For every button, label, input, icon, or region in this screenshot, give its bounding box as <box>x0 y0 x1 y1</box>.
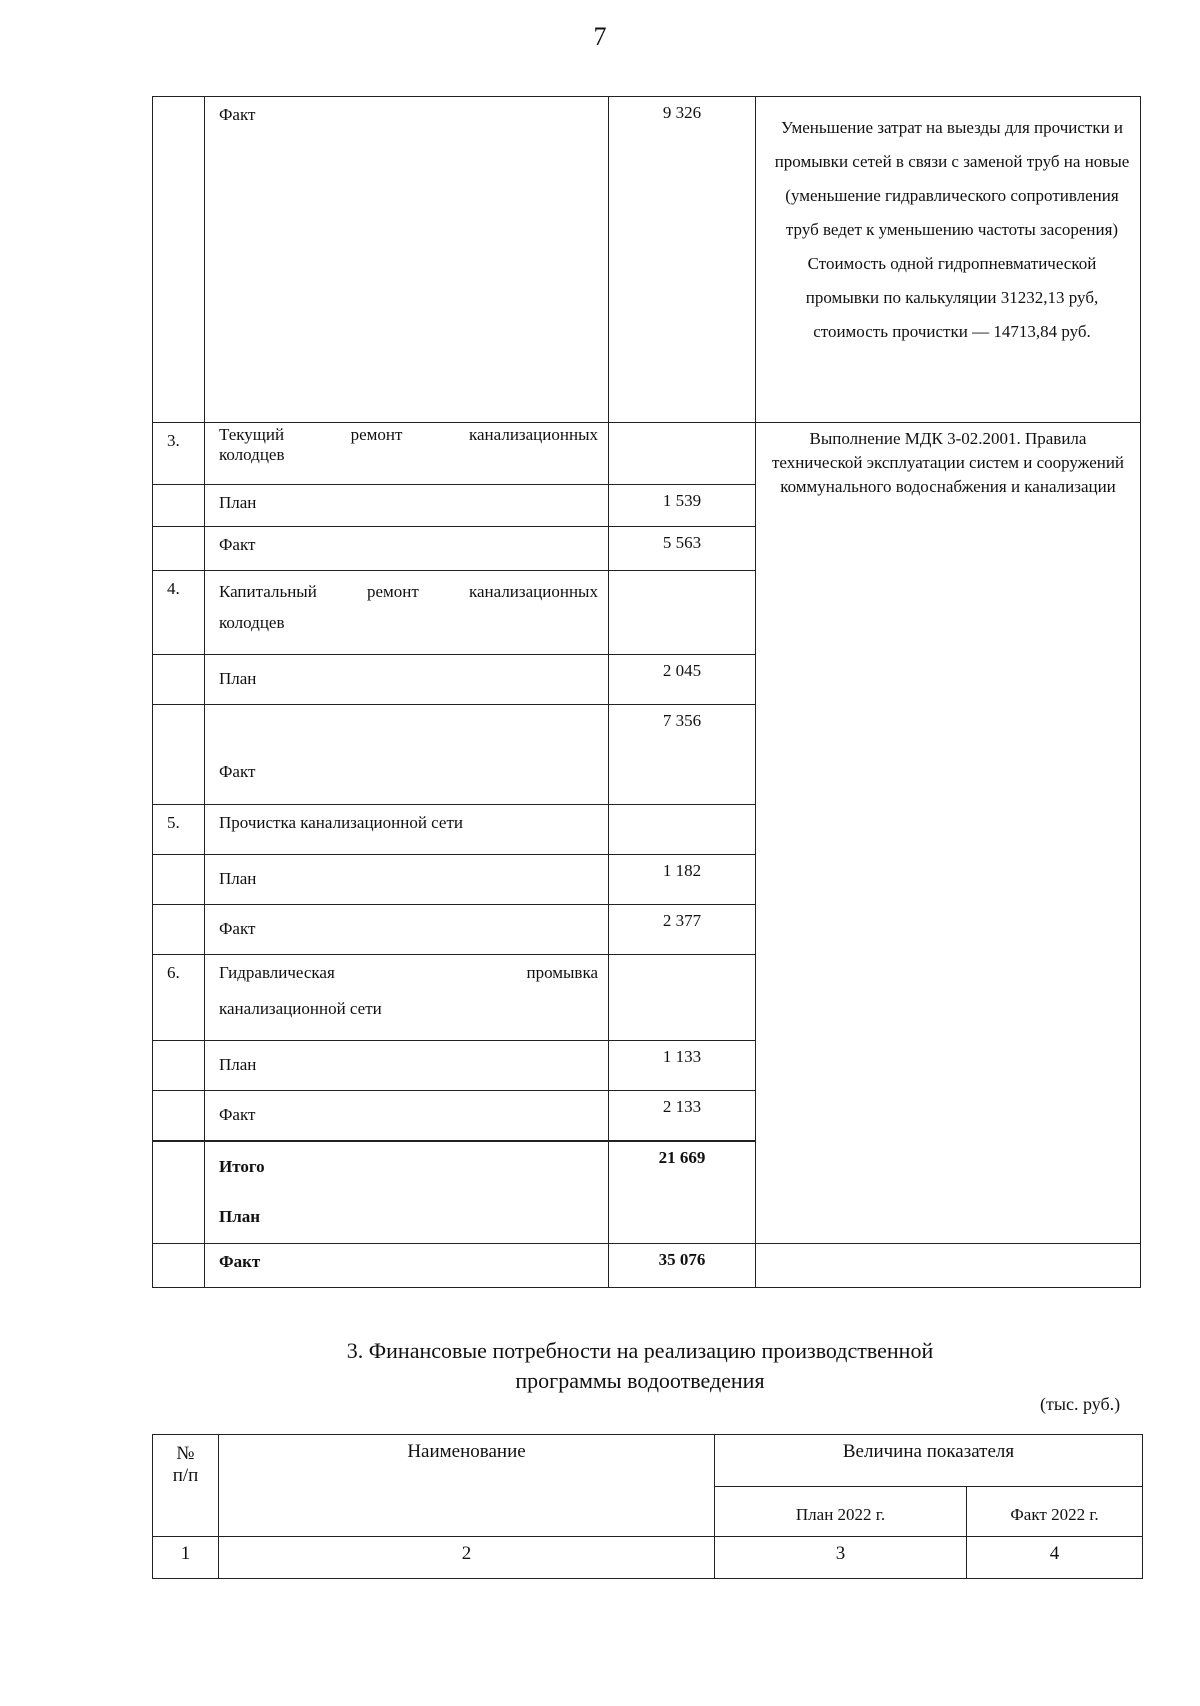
word: канализационных <box>469 425 598 444</box>
plan-value: 2 045 <box>609 655 756 705</box>
word: ремонт <box>366 582 419 601</box>
fact-value: 5 563 <box>609 527 756 571</box>
header-num: № п/п <box>153 1435 219 1537</box>
page-number: 7 <box>593 22 607 51</box>
table-row <box>153 1537 1143 1579</box>
unit-label: (тыс. руб.) <box>1040 1394 1121 1414</box>
name-line2: колодцев <box>219 613 285 632</box>
num-cell <box>153 97 205 423</box>
value-cell <box>609 423 756 485</box>
fact-value: 9 326 <box>609 97 756 423</box>
note-cell: Уменьшение затрат на выезды для прочистки и промывки сетей в связи с заменой труб на новые (уменьшение гидравлического сопротивления труб ведет к уменьшению частоты засорения) Стоимость одной гидропневматической промывки по калькуляции 31232,13 руб, стоимость прочистки — 14713,84 руб. <box>756 97 1141 423</box>
row-number: 4. <box>153 571 205 655</box>
table-row <box>153 423 1141 485</box>
row-number: 5. <box>153 805 205 855</box>
works-table <box>152 96 1141 1288</box>
word: Гидравлическая <box>219 963 335 982</box>
section-note: Выполнение МДК 3-02.2001. Правила технической эксплуатации систем и сооружений коммунального водоснабжения и канализации <box>756 423 1141 1244</box>
word: ремонт <box>350 425 403 444</box>
word: канализационных <box>468 582 598 601</box>
empty-cell <box>756 1244 1141 1288</box>
fact-label: Факт <box>205 705 609 805</box>
total-plan-value: 21 669 <box>609 1142 756 1244</box>
name-line2: колодцев <box>219 445 285 464</box>
plan-label: План <box>205 855 609 905</box>
word: Текущий <box>219 425 285 444</box>
index-cell: 4 <box>967 1537 1143 1579</box>
fact-value: 7 356 <box>609 705 756 805</box>
section-name: Прочистка канализационной сети <box>205 805 609 855</box>
table-row <box>153 97 1141 423</box>
total-title: Итого <box>219 1157 265 1176</box>
total-plan-label: План <box>219 1207 261 1226</box>
table-row <box>153 1244 1141 1288</box>
finance-table <box>152 1434 1143 1579</box>
total-fact-label: Факт <box>205 1244 609 1288</box>
section-name <box>205 955 609 1041</box>
header-plan: План 2022 г. <box>715 1487 967 1537</box>
total-label <box>205 1142 609 1244</box>
index-cell: 3 <box>715 1537 967 1579</box>
header-fact: Факт 2022 г. <box>967 1487 1143 1537</box>
index-cell: 2 <box>219 1537 715 1579</box>
section-name <box>205 571 609 655</box>
fact-value: 2 133 <box>609 1091 756 1141</box>
section-name <box>205 423 609 485</box>
fact-label: Факт <box>205 527 609 571</box>
plan-label: План <box>205 655 609 705</box>
plan-value: 1 182 <box>609 855 756 905</box>
title-line1: 3. Финансовые потребности на реализацию производственной <box>346 1338 934 1363</box>
header-value: Величина показателя <box>715 1435 1143 1487</box>
fact-label: Факт <box>205 97 609 423</box>
word: Капитальный <box>219 582 317 601</box>
total-fact-value: 35 076 <box>609 1244 756 1288</box>
fact-label: Факт <box>205 905 609 955</box>
plan-value: 1 539 <box>609 485 756 527</box>
row-number: 6. <box>153 955 205 1041</box>
row-number: 3. <box>153 423 205 485</box>
plan-label: План <box>205 1041 609 1091</box>
header-name: Наименование <box>219 1435 715 1537</box>
index-cell: 1 <box>153 1537 219 1579</box>
fact-value: 2 377 <box>609 905 756 955</box>
name-line2: канализационной сети <box>219 999 382 1018</box>
section-title <box>0 1336 1200 1396</box>
plan-label: План <box>205 485 609 527</box>
fact-label: Факт <box>205 1091 609 1141</box>
word: промывка <box>526 963 598 982</box>
plan-value: 1 133 <box>609 1041 756 1091</box>
table-row <box>153 1435 1143 1487</box>
title-line2: программы водоотведения <box>515 1368 765 1393</box>
